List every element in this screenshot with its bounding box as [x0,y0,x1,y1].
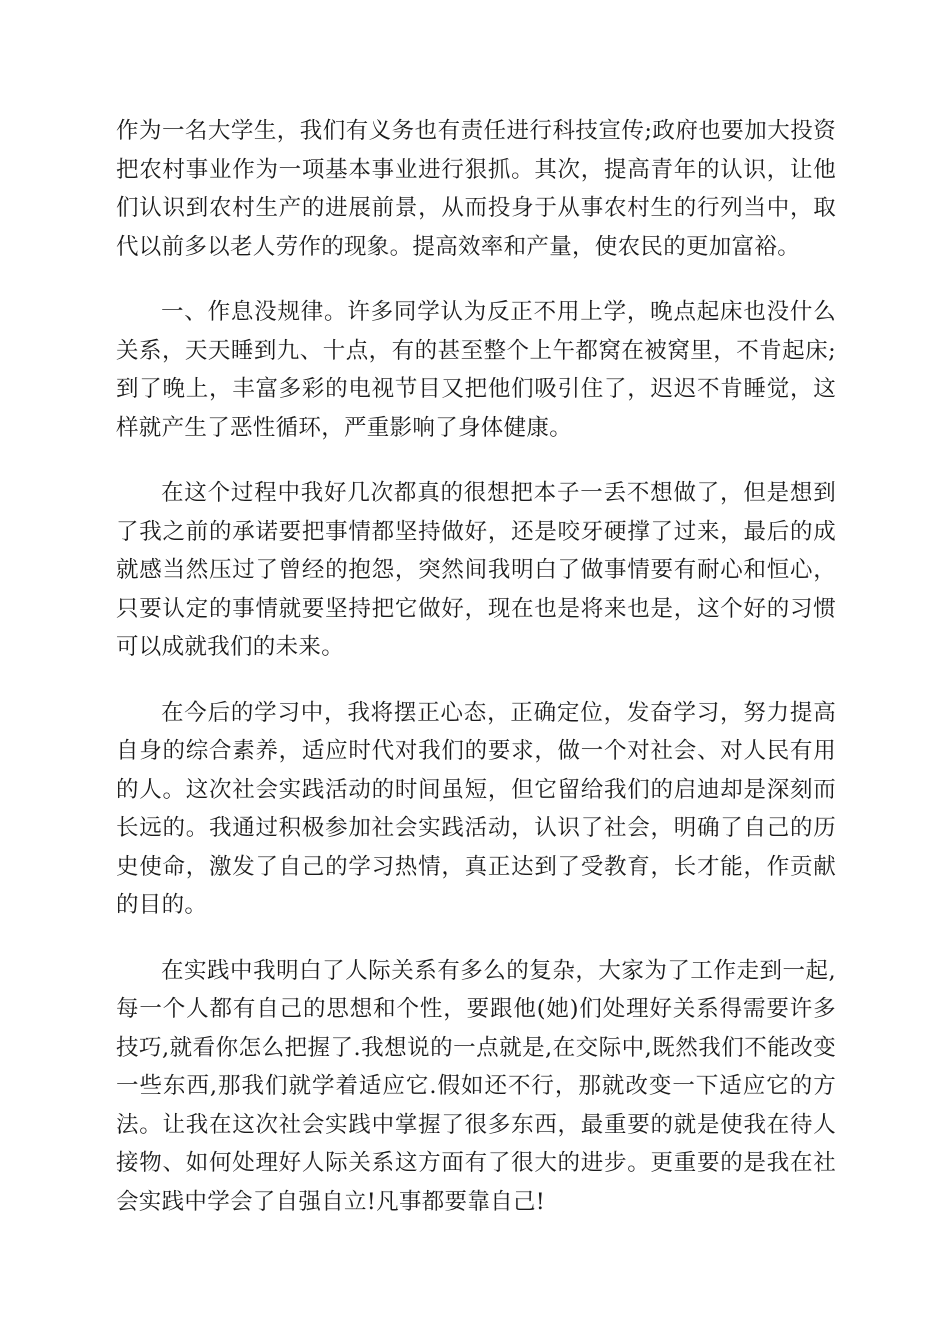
paragraph-3: 在这个过程中我好几次都真的很想把本子一丢不想做了，但是想到了我之前的承诺要把事情都坚持做好，还是咬牙硬撑了过来，最后的成就感当然压过了曾经的抱怨，突然间我明白了做事情要有耐心和恒心，只要认定的事情就要坚持把它做好，现在也是将来也是，这个好的习惯可以成就我们的未来。 [116,480,836,660]
paragraph-2: 一、作息没规律。许多同学认为反正不用上学，晚点起床也没什么关系，天天睡到九、十点，有的甚至整个上午都窝在被窝里，不肯起床;到了晚上，丰富多彩的电视节目又把他们吸引住了，迟迟不肯睡觉，这样就产生了恶性循环，严重影响了身体健康。 [116,299,836,441]
paragraph-4: 在今后的学习中，我将摆正心态，正确定位，发奋学习，努力提高自身的综合素养，适应时代对我们的要求，做一个对社会、对人民有用的人。这次社会实践活动的时间虽短，但它留给我们的启迪却是深刻而长远的。我通过积极参加社会实践活动，认识了社会，明确了自己的历史使命，激发了自己的学习热情，真正达到了受教育，长才能，作贡献的目的。 [116,699,836,918]
paragraph-5: 在实践中我明白了人际关系有多么的复杂，大家为了工作走到一起,每一个人都有自己的思想和个性，要跟他(她)们处理好关系得需要许多技巧,就看你怎么把握了.我想说的一点就是,在交际中,既然我们不能改变一些东西,那我们就学着适应它.假如还不行，那就改变一下适应它的方法。让我在这次社会实践中掌握了很多东西，最重要的就是使我在待人接物、如何处理好人际关系这方面有了很大的进步。更重要的是我在社会实践中学会了自强自立!凡事都要靠自己! [116,957,836,1215]
paragraph-1: 作为一名大学生，我们有义务也有责任进行科技宣传;政府也要加大投资把农村事业作为一项基本事业进行狠抓。其次，提高青年的认识，让他们认识到农村生产的进展前景，从而投身于从事农村生的行列当中，取代以前多以老人劳作的现象。提高效率和产量，使农民的更加富裕。 [116,118,836,260]
document-body [116,112,836,1248]
